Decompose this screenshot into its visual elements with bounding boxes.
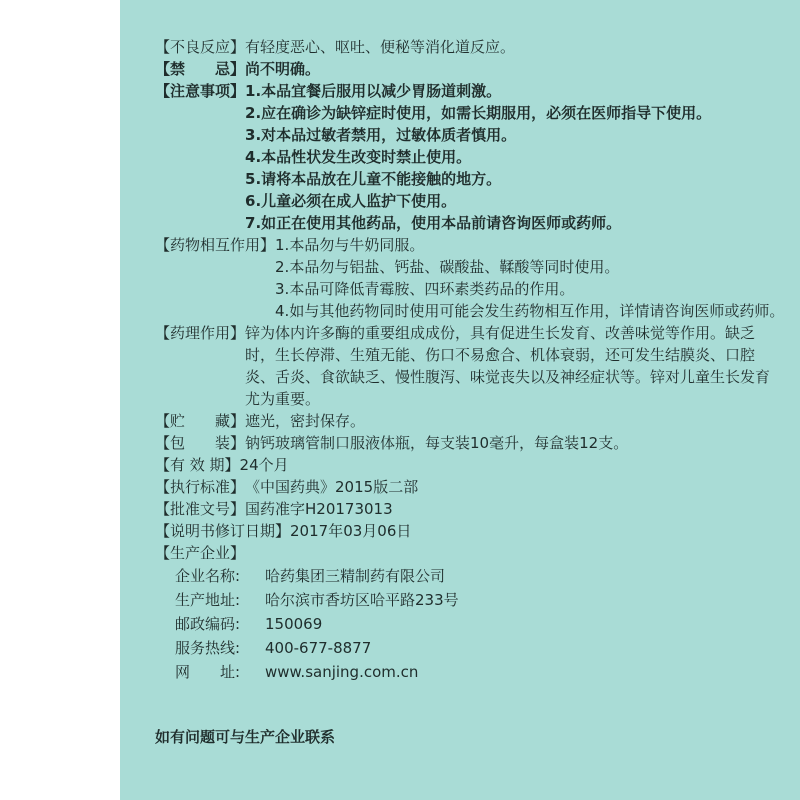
section-package: [155, 432, 785, 454]
precaution-item: 4.本品性状发生改变时禁止使用。: [245, 148, 472, 166]
section-label: 【禁 忌】: [155, 60, 246, 78]
section-text: 遮光，密封保存。: [245, 412, 366, 430]
precaution-list: [245, 80, 785, 234]
field-key: 网 址:: [175, 663, 241, 681]
section-text: 24个月: [239, 456, 289, 474]
field-key: 生产地址:: [175, 591, 241, 609]
company-hotline: 400-677-8877: [265, 639, 372, 657]
company-postcode-row: [175, 612, 785, 636]
interaction-item: 1.本品勿与牛奶同服。: [275, 236, 425, 254]
interaction-item: 4.如与其他药物同时使用可能会发生药物相互作用，详情请咨询医师或药师。: [275, 302, 785, 320]
section-text: 《中国药典》2015版二部: [245, 478, 419, 496]
section-standard: [155, 476, 785, 498]
section-label: 【贮 藏】: [155, 412, 246, 430]
section-text: 钠钙玻璃管制口服液体瓶，每支装10毫升，每盒装12支。: [245, 434, 629, 452]
section-label: 【批准文号】: [155, 500, 246, 518]
precaution-item: 6.儿童必须在成人监护下使用。: [245, 192, 457, 210]
company-web-row: [175, 660, 785, 684]
precaution-item: 1.本品宜餐后服用以减少胃肠道刺激。: [245, 82, 502, 100]
section-label: 【生产企业】: [155, 544, 246, 562]
section-validity: [155, 454, 785, 476]
company-address: 哈尔滨市香坊区哈平路233号: [265, 591, 459, 609]
precaution-item: 5.请将本品放在儿童不能接触的地方。: [245, 170, 502, 188]
company-name: 哈药集团三精制药有限公司: [265, 567, 446, 585]
field-key: 邮政编码:: [175, 615, 241, 633]
precaution-item: 7.如正在使用其他药品，使用本品前请咨询医师或药师。: [245, 214, 622, 232]
company-postcode: 150069: [265, 615, 323, 633]
interaction-list: [275, 234, 785, 322]
section-interactions: [155, 234, 785, 322]
interaction-item: 3.本品可降低青霉胺、四环素类药品的作用。: [275, 280, 575, 298]
section-contraindications: [155, 58, 785, 80]
section-text: 国药准字H20173013: [245, 500, 393, 518]
interaction-item: 2.本品勿与铝盐、钙盐、碳酸盐、鞣酸等同时使用。: [275, 258, 620, 276]
field-key: 企业名称:: [175, 567, 241, 585]
section-label: 【有 效 期】: [155, 456, 240, 474]
section-text: 有轻度恶心、呕吐、便秘等消化道反应。: [245, 38, 516, 56]
section-text: 2017年03月06日: [290, 522, 412, 540]
section-pharmacology: [155, 322, 785, 410]
section-label: 【不良反应】: [155, 38, 246, 56]
company-website: www.sanjing.com.cn: [265, 663, 419, 681]
section-label: 【说明书修订日期】: [155, 522, 291, 540]
leaflet-content: [155, 36, 785, 748]
section-label: 【包 装】: [155, 434, 246, 452]
precaution-item: 2.应在确诊为缺锌症时使用，如需长期服用，必须在医师指导下使用。: [245, 104, 712, 122]
section-adverse: [155, 36, 785, 58]
section-text: 尚不明确。: [245, 60, 321, 78]
section-revised: [155, 520, 785, 542]
section-label: 【药理作用】: [155, 324, 246, 342]
company-hotline-row: [175, 636, 785, 660]
section-storage: [155, 410, 785, 432]
precaution-item: 3.对本品过敏者禁用，过敏体质者慎用。: [245, 126, 517, 144]
field-key: 服务热线:: [175, 639, 241, 657]
company-address-row: [175, 588, 785, 612]
section-approval: [155, 498, 785, 520]
section-text: 锌为体内许多酶的重要组成成份，具有促进生长发育、改善味觉等作用。缺乏时，生长停滞、生殖无能、伤口不易愈合、机体衰弱，还可发生结膜炎、口腔炎、舌炎、食欲缺乏、慢性腹泻、味觉丧失以及神经症状等。锌对儿童生长发育尤为重要。: [245, 324, 771, 408]
section-label: 【执行标准】: [155, 478, 246, 496]
section-company: [155, 542, 785, 564]
footer-note: 如有问题可与生产企业联系: [155, 728, 336, 746]
company-name-row: [175, 564, 785, 588]
section-label: 【注意事项】: [155, 82, 246, 100]
section-label: 【药物相互作用】: [155, 236, 276, 254]
section-precautions: [155, 80, 785, 234]
